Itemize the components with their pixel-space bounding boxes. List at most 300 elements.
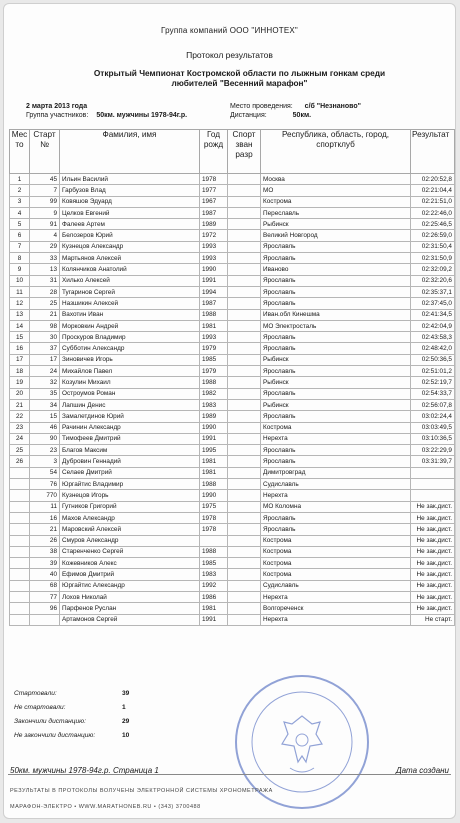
row-result: 03:22:29,9 [411, 445, 455, 456]
row-bib: 31 [30, 275, 60, 286]
footer-page-info: 50км. мужчины 1978-94г.р. Страница 1 [10, 766, 159, 775]
row-place: 7 [10, 241, 30, 252]
row-bib: 90 [30, 433, 60, 444]
row-result: 02:43:58,3 [411, 332, 455, 343]
row-year: 1988 [200, 309, 228, 320]
row-name: Селаев Дмитрий [60, 467, 200, 478]
row-rank [228, 479, 261, 490]
row-place: 20 [10, 388, 30, 399]
table-row [10, 614, 455, 625]
table-row [10, 286, 455, 297]
row-result: 03:02:24,4 [411, 411, 455, 422]
row-club: Ярославль [261, 512, 411, 523]
row-place: 3 [10, 196, 30, 207]
row-place: 16 [10, 343, 30, 354]
row-place [10, 591, 30, 602]
row-result: Не зак.дист. [411, 501, 455, 512]
row-club: Кострома [261, 569, 411, 580]
row-rank [228, 377, 261, 388]
row-club: Кострома [261, 546, 411, 557]
table-row [10, 467, 455, 478]
row-name: Маровский Алексей [60, 524, 200, 535]
row-rank [228, 185, 261, 196]
event-title [44, 68, 435, 88]
venue-info [230, 103, 361, 111]
row-result: 02:26:59,0 [411, 230, 455, 241]
row-result: Не старт. [411, 614, 455, 625]
row-club: Нерехта [261, 614, 411, 625]
row-result: 02:35:37,1 [411, 286, 455, 297]
row-bib: 21 [30, 524, 60, 535]
distance-value: 50км. [292, 112, 312, 119]
row-name: Ильин Василий [60, 174, 200, 185]
row-name: Назшикин Алексей [60, 298, 200, 309]
col-year: Год рожд [200, 130, 228, 174]
row-bib: 35 [30, 388, 60, 399]
row-club: Кострома [261, 422, 411, 433]
row-year: 1990 [200, 264, 228, 275]
row-name: Зиновичев Игорь [60, 354, 200, 365]
table-row [10, 253, 455, 264]
row-club: Судиславль [261, 580, 411, 591]
row-year: 1985 [200, 354, 228, 365]
row-name: Ефимов Дмитрий [60, 569, 200, 580]
footer-created-date: Дата создани [395, 766, 449, 775]
row-place: 17 [10, 354, 30, 365]
row-year: 1967 [200, 196, 228, 207]
row-club: Димитровград [261, 467, 411, 478]
row-name: Михайлов Павел [60, 366, 200, 377]
row-rank [228, 388, 261, 399]
row-bib: 770 [30, 490, 60, 501]
row-rank [228, 535, 261, 546]
row-rank [228, 569, 261, 580]
row-name: Гутников Григорий [60, 501, 200, 512]
row-place: 25 [10, 445, 30, 456]
table-row [10, 479, 455, 490]
row-place: 19 [10, 377, 30, 388]
row-year: 1972 [200, 230, 228, 241]
row-club: Ярославль [261, 524, 411, 535]
row-club: Иваново [261, 264, 411, 275]
row-place [10, 512, 30, 523]
col-rank: Спорт зван разр [228, 130, 261, 174]
row-name: Морковкин Андрей [60, 320, 200, 331]
table-row [10, 275, 455, 286]
row-club: Ярославль [261, 445, 411, 456]
row-name: Юргайтис Александр [60, 580, 200, 591]
row-name: Кузнецов Александр [60, 241, 200, 252]
table-row [10, 422, 455, 433]
col-name: Фамилия, имя [60, 130, 200, 174]
table-row [10, 320, 455, 331]
row-place: 1 [10, 174, 30, 185]
row-result: Не зак.дист. [411, 603, 455, 614]
row-rank [228, 411, 261, 422]
group-label: Группа участников: [26, 112, 89, 119]
row-bib: 16 [30, 512, 60, 523]
table-row [10, 399, 455, 410]
row-name: Остроумов Роман [60, 388, 200, 399]
table-row [10, 411, 455, 422]
row-rank [228, 174, 261, 185]
row-name: Дубровин Геннадий [60, 456, 200, 467]
summary-label: Стартовали: [14, 690, 57, 697]
row-rank [228, 433, 261, 444]
col-place: Мес то [10, 130, 30, 174]
row-place [10, 490, 30, 501]
row-name: Ковяшов Эдуард [60, 196, 200, 207]
row-rank [228, 524, 261, 535]
event-title-line-2: любителей "Весенний марафон" [171, 78, 308, 88]
summary-row [14, 718, 129, 732]
table-row [10, 603, 455, 614]
row-result: 02:20:52,8 [411, 174, 455, 185]
row-rank [228, 512, 261, 523]
row-rank [228, 614, 261, 625]
row-year: 1995 [200, 445, 228, 456]
row-year: 1990 [200, 490, 228, 501]
row-rank [228, 580, 261, 591]
row-rank [228, 343, 261, 354]
row-bib: 34 [30, 399, 60, 410]
document-title: Протокол результатов [186, 50, 273, 60]
row-result: 02:31:50,4 [411, 241, 455, 252]
row-club: Ярославль [261, 456, 411, 467]
row-year: 1982 [200, 388, 228, 399]
venue-value: с/б "Незнаново" [304, 103, 361, 110]
row-result: Не зак.дист. [411, 546, 455, 557]
table-header [10, 130, 455, 174]
row-bib: 30 [30, 332, 60, 343]
row-place [10, 603, 30, 614]
table-row [10, 354, 455, 365]
row-year: 1981 [200, 456, 228, 467]
row-place: 10 [10, 275, 30, 286]
row-club: Рыбинск [261, 399, 411, 410]
row-place: 24 [10, 433, 30, 444]
row-place [10, 558, 30, 569]
row-bib: 91 [30, 219, 60, 230]
row-place: 18 [10, 366, 30, 377]
row-year: 1981 [200, 320, 228, 331]
row-club: Великий Новгород [261, 230, 411, 241]
row-rank [228, 207, 261, 218]
row-rank [228, 286, 261, 297]
row-year: 1985 [200, 558, 228, 569]
row-club: Ярославль [261, 388, 411, 399]
row-result: 02:56:07,8 [411, 399, 455, 410]
row-rank [228, 445, 261, 456]
row-year: 1989 [200, 219, 228, 230]
group-value: 50км. мужчины 1978-94г.р. [96, 112, 188, 119]
row-club: Иван.обл Кинешма [261, 309, 411, 320]
row-place: 15 [10, 332, 30, 343]
row-rank [228, 603, 261, 614]
row-year: 1988 [200, 377, 228, 388]
table-row [10, 580, 455, 591]
row-result: Не зак.дист. [411, 591, 455, 602]
row-result: 02:25:46,5 [411, 219, 455, 230]
row-club: Нерехта [261, 433, 411, 444]
summary-row [14, 704, 129, 718]
results-table [9, 129, 455, 626]
table-row [10, 377, 455, 388]
row-place [10, 580, 30, 591]
row-rank [228, 298, 261, 309]
table-row [10, 241, 455, 252]
row-name: Артамонов Сергей [60, 614, 200, 625]
summary-label: Закончили дистанцию: [14, 718, 86, 725]
table-row [10, 569, 455, 580]
row-place: 22 [10, 411, 30, 422]
row-result: 02:32:20,6 [411, 275, 455, 286]
row-rank [228, 332, 261, 343]
summary-value: 1 [122, 704, 126, 711]
summary-value: 29 [122, 718, 130, 725]
row-bib: 24 [30, 366, 60, 377]
row-name: Замалетдинов Юрий [60, 411, 200, 422]
row-club: Нерехта [261, 591, 411, 602]
table-row [10, 298, 455, 309]
row-name: Вахотин Иван [60, 309, 200, 320]
row-result: Не зак.дист. [411, 535, 455, 546]
row-rank [228, 275, 261, 286]
row-bib: 45 [30, 174, 60, 185]
row-name: Проскуров Владимир [60, 332, 200, 343]
row-place: 2 [10, 185, 30, 196]
row-club: МО [261, 185, 411, 196]
row-rank [228, 456, 261, 467]
row-place: 4 [10, 207, 30, 218]
summary-row [14, 690, 129, 704]
row-year: 1993 [200, 241, 228, 252]
table-row [10, 546, 455, 557]
row-rank [228, 230, 261, 241]
table-row [10, 332, 455, 343]
row-bib: 40 [30, 569, 60, 580]
row-club: Рыбинск [261, 354, 411, 365]
row-year: 1994 [200, 286, 228, 297]
row-bib: 99 [30, 196, 60, 207]
row-year: 1993 [200, 253, 228, 264]
row-club: Ярославль [261, 275, 411, 286]
row-year: 1977 [200, 185, 228, 196]
row-result: 02:37:45,0 [411, 298, 455, 309]
row-club: Переславль [261, 207, 411, 218]
row-bib: 33 [30, 253, 60, 264]
row-name: Юргайтис Владимир [60, 479, 200, 490]
row-result: 02:42:04,9 [411, 320, 455, 331]
row-bib: 37 [30, 343, 60, 354]
row-rank [228, 320, 261, 331]
row-year: 1991 [200, 433, 228, 444]
row-result: 02:48:42,0 [411, 343, 455, 354]
row-club: Судиславль [261, 479, 411, 490]
row-bib [30, 614, 60, 625]
row-club: Ярославль [261, 411, 411, 422]
row-result: 02:21:04,4 [411, 185, 455, 196]
row-year: 1986 [200, 591, 228, 602]
row-year: 1978 [200, 512, 228, 523]
row-bib: 17 [30, 354, 60, 365]
row-club: Ярославль [261, 286, 411, 297]
row-year: 1993 [200, 332, 228, 343]
table-row [10, 219, 455, 230]
row-year: 1991 [200, 275, 228, 286]
row-result: 02:50:36,5 [411, 354, 455, 365]
row-year: 1983 [200, 569, 228, 580]
row-rank [228, 399, 261, 410]
row-club: Рыбинск [261, 377, 411, 388]
row-bib: 76 [30, 479, 60, 490]
row-rank [228, 546, 261, 557]
table-row [10, 456, 455, 467]
row-place: 26 [10, 456, 30, 467]
row-result: Не зак.дист. [411, 558, 455, 569]
row-place [10, 569, 30, 580]
row-bib: 77 [30, 591, 60, 602]
venue-label: Место проведения: [230, 103, 293, 110]
row-year: 1989 [200, 411, 228, 422]
distance-label: Дистанция: [230, 112, 267, 119]
row-result: 02:41:34,5 [411, 309, 455, 320]
row-place: 11 [10, 286, 30, 297]
row-place [10, 501, 30, 512]
row-result [411, 467, 455, 478]
row-place: 6 [10, 230, 30, 241]
row-name: Белозеров Юрий [60, 230, 200, 241]
row-result: 02:52:19,7 [411, 377, 455, 388]
row-rank [228, 219, 261, 230]
row-bib: 38 [30, 546, 60, 557]
distance-info [230, 112, 311, 120]
row-name: Хилько Алексей [60, 275, 200, 286]
summary-label: Не закончили дистанцию: [14, 732, 96, 739]
row-club: Нерехта [261, 490, 411, 501]
row-name: Субботин Александр [60, 343, 200, 354]
row-place: 8 [10, 253, 30, 264]
row-bib: 29 [30, 241, 60, 252]
summary-value: 39 [122, 690, 130, 697]
row-rank [228, 501, 261, 512]
table-row [10, 558, 455, 569]
row-result: Не зак.дист. [411, 580, 455, 591]
row-bib: 23 [30, 445, 60, 456]
row-year: 1979 [200, 366, 228, 377]
row-place: 13 [10, 309, 30, 320]
row-result: 02:51:01,2 [411, 366, 455, 377]
row-year: 1988 [200, 546, 228, 557]
row-bib: 13 [30, 264, 60, 275]
row-bib: 54 [30, 467, 60, 478]
row-year: 1990 [200, 422, 228, 433]
row-club: Ярославль [261, 343, 411, 354]
table-row [10, 524, 455, 535]
row-result: 02:21:51,0 [411, 196, 455, 207]
row-club: Ярославль [261, 366, 411, 377]
table-row [10, 490, 455, 501]
table-row [10, 388, 455, 399]
row-club: Ярославль [261, 332, 411, 343]
row-year: 1987 [200, 298, 228, 309]
table-row [10, 512, 455, 523]
row-bib: 3 [30, 456, 60, 467]
row-club: Кострома [261, 535, 411, 546]
row-bib: 25 [30, 298, 60, 309]
row-name: Смуров Александр [60, 535, 200, 546]
row-year [200, 535, 228, 546]
row-result: Не зак.дист. [411, 512, 455, 523]
table-row [10, 196, 455, 207]
row-rank [228, 467, 261, 478]
row-place [10, 467, 30, 478]
row-bib: 28 [30, 286, 60, 297]
table-row [10, 264, 455, 275]
row-rank [228, 264, 261, 275]
row-club: Ярославль [261, 253, 411, 264]
row-club: Кострома [261, 558, 411, 569]
summary-value: 10 [122, 732, 130, 739]
row-rank [228, 309, 261, 320]
summary-label: Не стартовали: [14, 704, 66, 711]
row-rank [228, 253, 261, 264]
row-rank [228, 422, 261, 433]
event-title-line-1: Открытый Чемпионат Костромской области по лыжным гонкам среди [93, 68, 386, 78]
row-bib: 7 [30, 185, 60, 196]
row-bib: 4 [30, 230, 60, 241]
table-row [10, 309, 455, 320]
row-place: 5 [10, 219, 30, 230]
row-name: Целков Евгений [60, 207, 200, 218]
row-year: 1992 [200, 580, 228, 591]
row-club: МО Коломна [261, 501, 411, 512]
row-result [411, 479, 455, 490]
row-place: 9 [10, 264, 30, 275]
row-bib: 21 [30, 309, 60, 320]
row-bib: 15 [30, 411, 60, 422]
row-bib: 9 [30, 207, 60, 218]
row-name: Парфенов Руслан [60, 603, 200, 614]
row-bib: 11 [30, 501, 60, 512]
row-bib: 98 [30, 320, 60, 331]
row-year: 1978 [200, 174, 228, 185]
row-result: Не зак.дист. [411, 569, 455, 580]
footer-divider [8, 774, 451, 775]
row-club: Волгореченск [261, 603, 411, 614]
row-place [10, 524, 30, 535]
row-year: 1978 [200, 524, 228, 535]
row-year: 1988 [200, 479, 228, 490]
col-club: Республика, область, город, спортклуб [261, 130, 411, 174]
row-name: Кузнецов Игорь [60, 490, 200, 501]
row-result: 03:03:49,5 [411, 422, 455, 433]
table-row [10, 343, 455, 354]
row-bib: 68 [30, 580, 60, 591]
footer-results-note: РЕЗУЛЬТАТЫ В ПРОТОКОЛЫ ВОЛУЧЕНЫ ЭЛЕКТРОННОЙ СИСТЕМЫ ХРОНОМЕТРАЖА [10, 788, 273, 794]
table-row [10, 230, 455, 241]
row-name: Лохов Николай [60, 591, 200, 602]
row-place: 23 [10, 422, 30, 433]
row-bib: 96 [30, 603, 60, 614]
row-rank [228, 591, 261, 602]
row-name: Мартьянов Алексей [60, 253, 200, 264]
row-place: 12 [10, 298, 30, 309]
row-rank [228, 558, 261, 569]
summary-block [14, 690, 129, 746]
row-result: 02:54:33,7 [411, 388, 455, 399]
row-year: 1979 [200, 343, 228, 354]
